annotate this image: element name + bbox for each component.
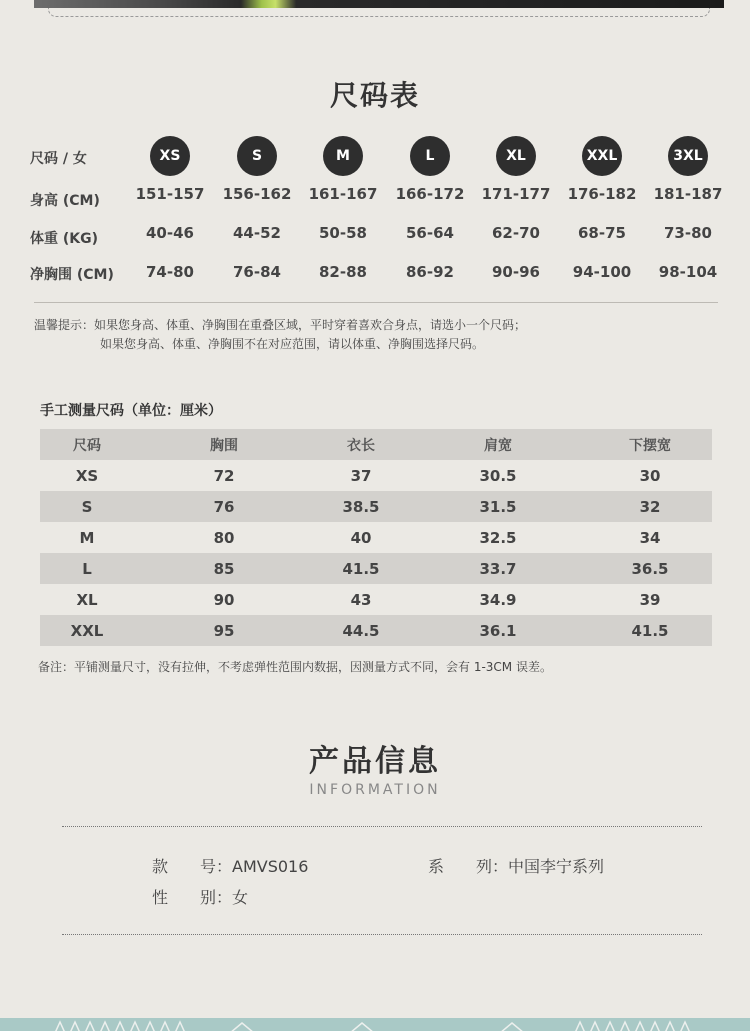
size-circle-xs: XS (150, 136, 190, 176)
cell-size: M (79, 528, 95, 547)
size-circle-xl: XL (496, 136, 536, 176)
header-hem: 下摆宽 (629, 437, 671, 454)
size-circle-xxl: XXL (582, 136, 622, 176)
product-photo-strip (34, 0, 724, 8)
cell-size: XS (75, 466, 99, 485)
weight-value-xxl: 68-75 (578, 224, 626, 242)
height-value-l: 166-172 (395, 185, 465, 203)
measure-table (40, 429, 712, 646)
cell-hem: 39 (639, 590, 661, 609)
cell-chest: 80 (213, 528, 235, 547)
cell-shoulder: 33.7 (479, 559, 517, 578)
cell-size: S (81, 497, 93, 516)
chest-value-l: 86-92 (406, 263, 454, 281)
height-value-xxl: 176-182 (567, 185, 637, 203)
cell-chest: 76 (213, 497, 235, 516)
table-row (40, 522, 712, 553)
cell-shoulder: 32.5 (479, 528, 517, 547)
series (428, 854, 604, 877)
size-chart-title: 尺码表 (329, 79, 420, 112)
cell-chest: 72 (213, 466, 235, 485)
cell-chest: 95 (213, 621, 235, 640)
table-row (40, 584, 712, 615)
chest-value-xs: 74-80 (146, 263, 194, 281)
measure-table-header (40, 429, 712, 460)
gender (152, 885, 248, 908)
height-value-xs: 151-157 (135, 185, 205, 203)
table-row (40, 460, 712, 491)
size-chart-divider (34, 302, 718, 303)
weight-value-l: 56-64 (406, 224, 454, 242)
row-label-weight: 体重 (KG) (30, 231, 99, 247)
size-circle-m: M (323, 136, 363, 176)
cell-length: 44.5 (342, 621, 380, 640)
header-shoulder: 肩宽 (484, 437, 512, 454)
row-label-height: 身高 (CM) (30, 193, 100, 209)
header-length: 衣长 (347, 437, 375, 454)
cell-size: L (82, 559, 92, 578)
weight-value-s: 44-52 (233, 224, 281, 242)
cell-length: 43 (350, 590, 372, 609)
height-value-m: 161-167 (308, 185, 378, 203)
height-value-3xl: 181-187 (653, 185, 723, 203)
cell-shoulder: 30.5 (479, 466, 517, 485)
weight-value-m: 50-58 (319, 224, 367, 242)
measure-table-title: 手工测量尺码（单位：厘米） (40, 403, 222, 419)
cell-hem: 36.5 (631, 559, 669, 578)
table-row (40, 615, 712, 646)
tip-line-1: 温馨提示：如果您身高、体重、净胸围在重叠区域，平时穿着喜欢合身点，请选小一个尺码； (34, 318, 527, 332)
info-bottom-dotted-line (62, 934, 702, 935)
info-top-dotted-line (62, 826, 702, 827)
height-value-xl: 171-177 (481, 185, 551, 203)
bottom-decorative-band (0, 1018, 750, 1031)
product-info-title: 产品信息 (309, 744, 441, 779)
series-label: 系 列： (428, 857, 509, 876)
gender-label: 性 别： (152, 888, 233, 907)
style-number-value: AMVS016 (232, 857, 309, 876)
cell-shoulder: 31.5 (479, 497, 517, 516)
style-number-label: 款 号： (152, 857, 233, 876)
cell-hem: 30 (639, 466, 661, 485)
cell-hem: 32 (639, 497, 661, 516)
gender-value: 女 (232, 888, 249, 907)
row-label-chest: 净胸围 (CM) (30, 267, 114, 283)
photo-dashed-border (48, 8, 710, 17)
cell-length: 38.5 (342, 497, 380, 516)
size-circle-l: L (410, 136, 450, 176)
cell-chest: 90 (213, 590, 235, 609)
height-value-s: 156-162 (222, 185, 292, 203)
weight-value-xl: 62-70 (492, 224, 540, 242)
chest-value-m: 82-88 (319, 263, 367, 281)
cell-shoulder: 36.1 (479, 621, 517, 640)
chest-value-s: 76-84 (233, 263, 281, 281)
product-info-subtitle: INFORMATION (309, 782, 441, 798)
header-size: 尺码 (73, 437, 101, 454)
cell-length: 41.5 (342, 559, 380, 578)
chest-value-3xl: 98-104 (658, 263, 718, 281)
weight-value-xs: 40-46 (146, 224, 194, 242)
band-pattern (0, 1020, 750, 1031)
header-chest: 胸围 (210, 437, 238, 454)
table-row (40, 553, 712, 584)
style-number (152, 854, 308, 877)
cell-shoulder: 34.9 (479, 590, 517, 609)
cell-length: 37 (350, 466, 372, 485)
table-row (40, 491, 712, 522)
series-value: 中国李宁系列 (508, 857, 605, 876)
cell-chest: 85 (213, 559, 235, 578)
measure-note: 备注：平铺测量尺寸，没有拉伸，不考虑弹性范围内数据，因测量方式不同，会有 1-3CM 误差。 (38, 660, 552, 674)
weight-value-3xl: 73-80 (664, 224, 712, 242)
tip-line-2: 如果您身高、体重、净胸围不在对应范围，请以体重、净胸围选择尺码。 (100, 337, 485, 351)
cell-hem: 34 (639, 528, 661, 547)
chest-value-xl: 90-96 (492, 263, 540, 281)
cell-length: 40 (350, 528, 372, 547)
cell-size: XL (76, 590, 98, 609)
size-circle-s: S (237, 136, 277, 176)
cell-size: XXL (70, 621, 104, 640)
chest-value-xxl: 94-100 (572, 263, 632, 281)
size-circle-3xl: 3XL (668, 136, 708, 176)
cell-hem: 41.5 (631, 621, 669, 640)
size-header-label: 尺码 / 女 (30, 151, 87, 167)
